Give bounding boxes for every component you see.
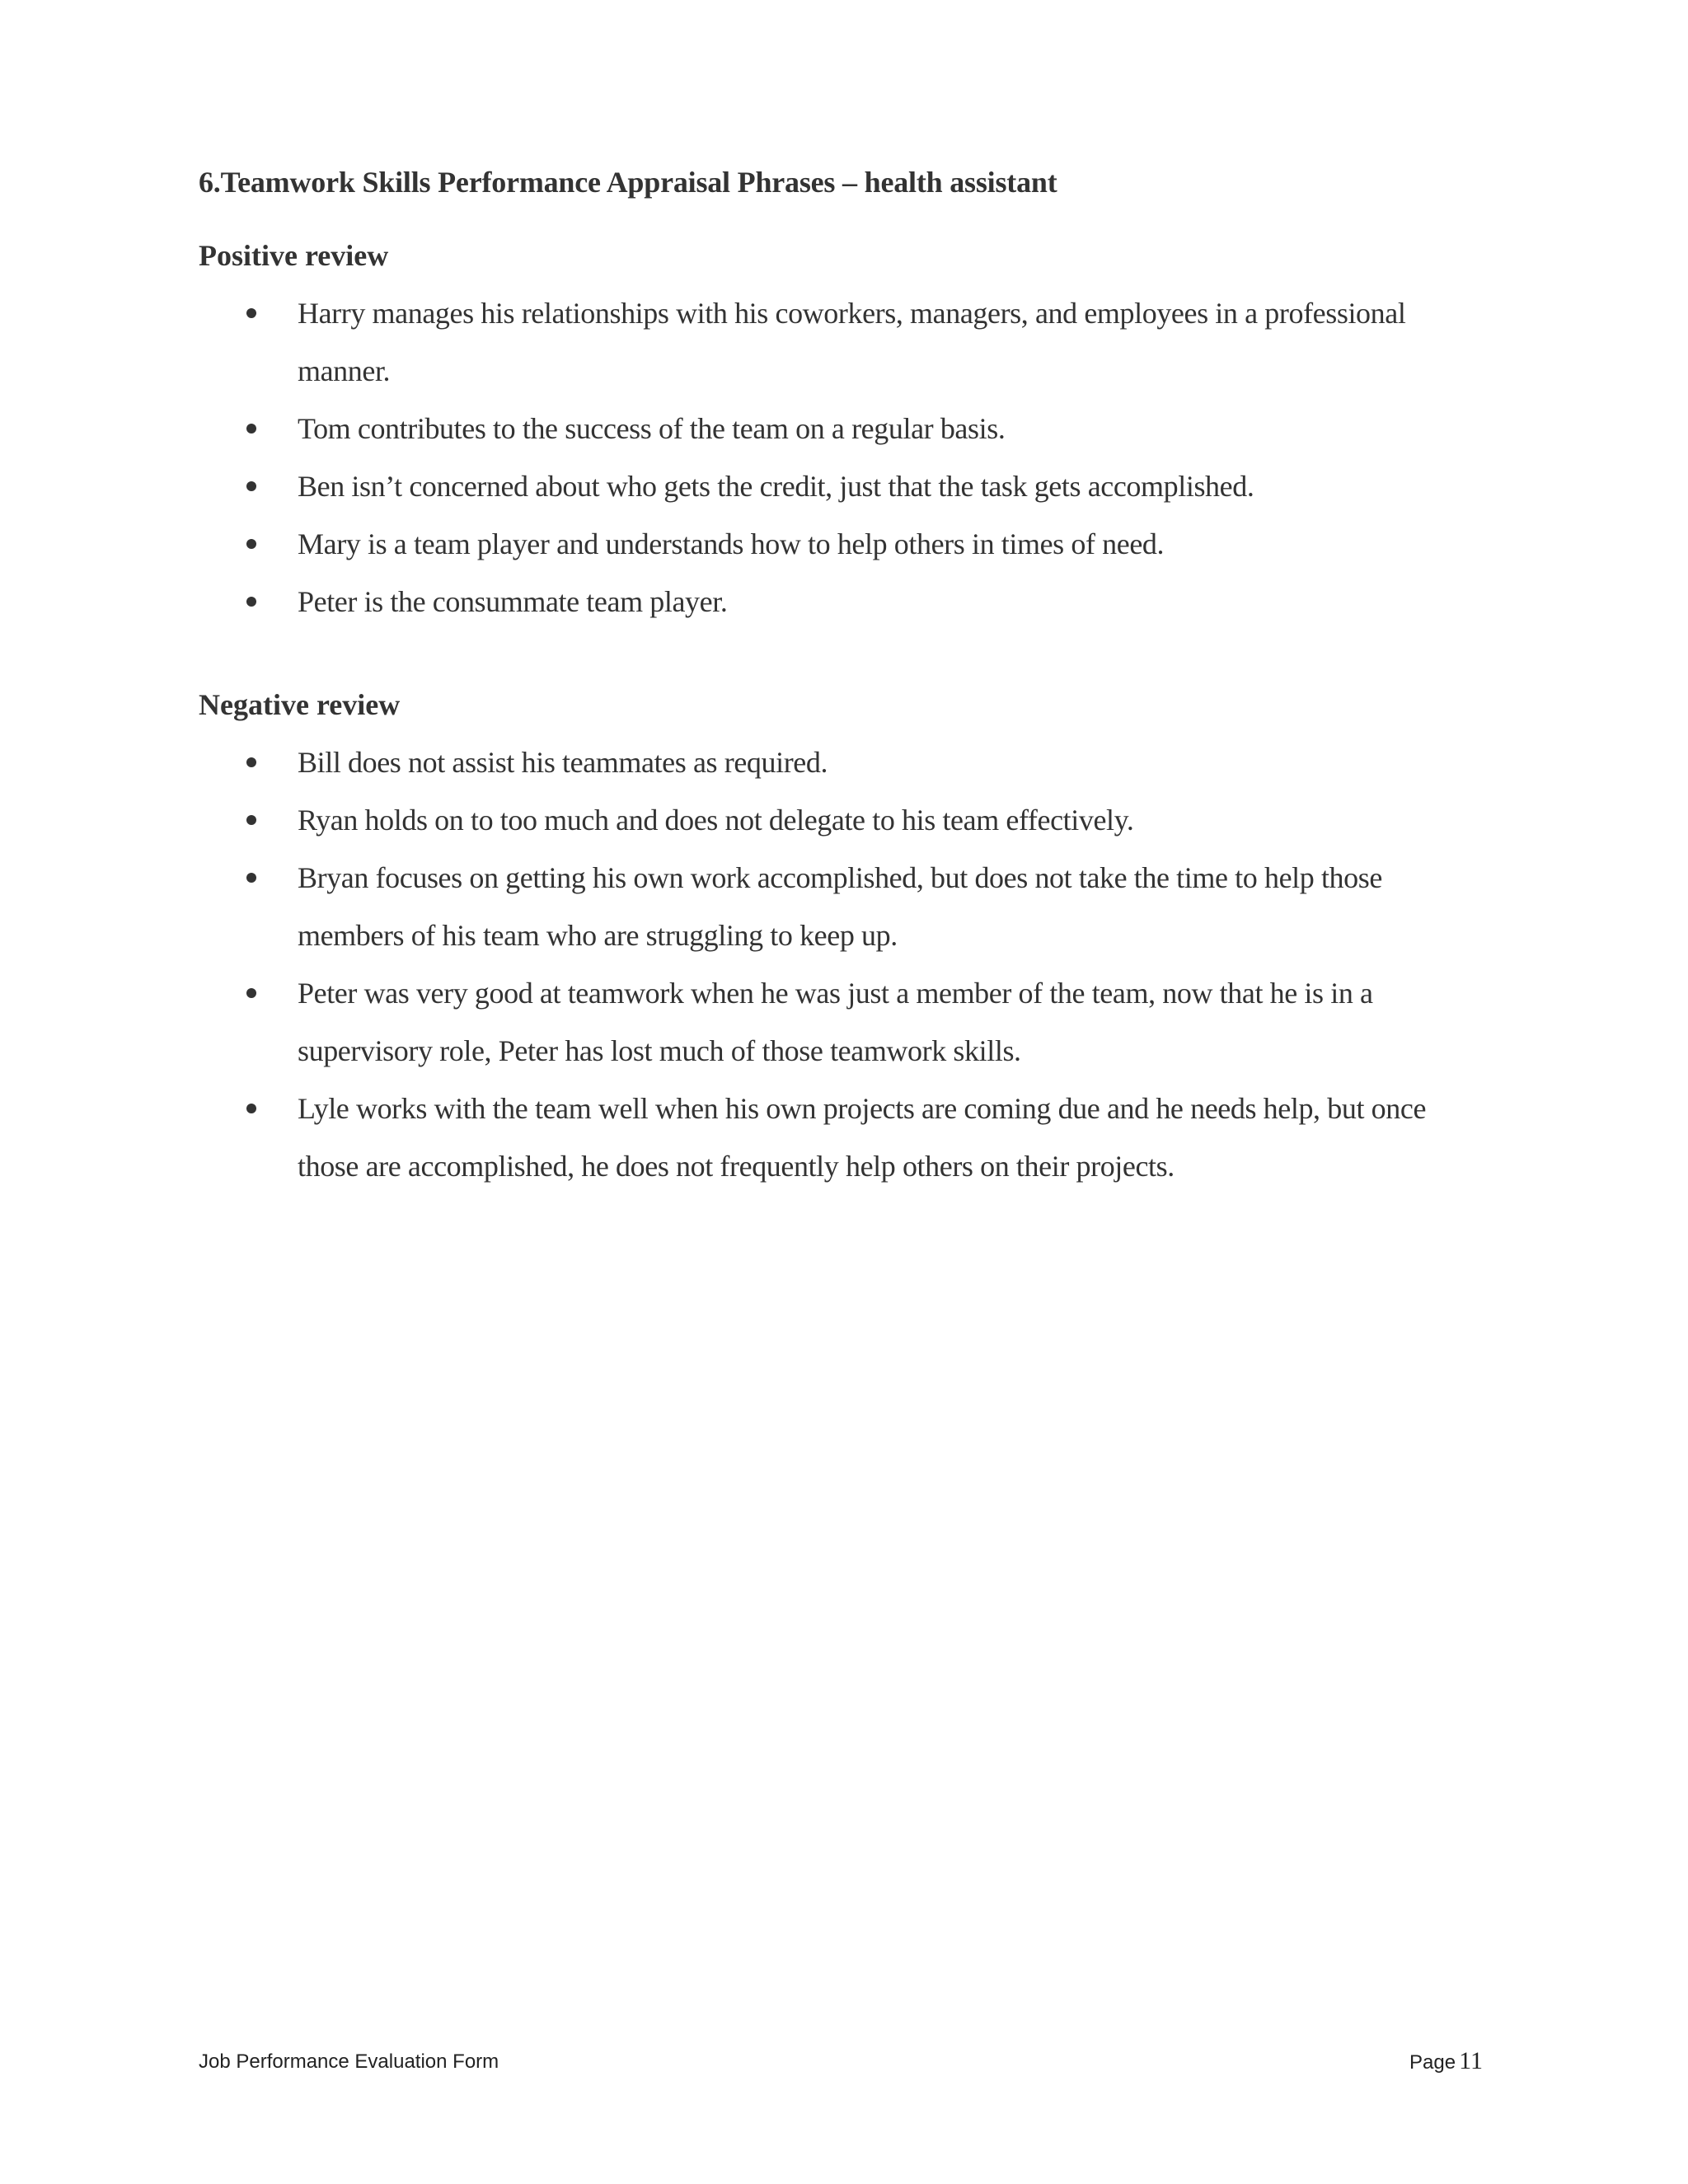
list-item — [199, 964, 1484, 1080]
negative-review-heading: Negative review — [199, 688, 401, 721]
list-item — [199, 515, 1484, 573]
bullet-icon — [246, 597, 256, 607]
list-item — [199, 791, 1484, 849]
list-item-text: Bryan focuses on getting his own work accomplished, but does not take the time to help those members of his team who are struggling to keep up. — [298, 861, 1382, 952]
positive-review-list — [199, 284, 1484, 630]
footer-page-number: 11 — [1459, 2047, 1483, 2074]
bullet-icon — [246, 757, 256, 767]
bullet-icon — [246, 481, 256, 491]
list-item — [199, 849, 1484, 964]
bullet-icon — [246, 539, 256, 549]
list-item-text: Tom contributes to the success of the team on a regular basis. — [298, 412, 1006, 445]
list-item — [199, 284, 1484, 400]
list-item-text: Bill does not assist his teammates as required. — [298, 746, 828, 779]
bullet-icon — [246, 988, 256, 998]
bullet-icon — [246, 815, 256, 825]
list-item-text: Ryan holds on to too much and does not delegate to his team effectively. — [298, 804, 1134, 837]
list-item — [199, 573, 1484, 630]
bullet-icon — [246, 424, 256, 434]
page-content — [199, 159, 1484, 1195]
footer-form-name: Job Performance Evaluation Form — [199, 2050, 499, 2073]
list-item — [199, 1080, 1484, 1195]
bullet-icon — [246, 1104, 256, 1113]
list-item-text: Peter was very good at teamwork when he was just a member of the team, now that he is in a supervisory role, Peter has lost much of those teamwork skills. — [298, 977, 1373, 1067]
list-item-text: Peter is the consummate team player. — [298, 585, 728, 618]
negative-review-list — [199, 733, 1484, 1195]
list-item-text: Mary is a team player and understands how to help others in times of need. — [298, 527, 1165, 560]
bullet-icon — [246, 873, 256, 883]
page-footer — [199, 2047, 1483, 2077]
footer-page-indicator — [1409, 2047, 1483, 2075]
list-item-text: Ben isn’t concerned about who gets the credit, just that the task gets accomplished. — [298, 470, 1254, 503]
footer-page-label: Page — [1409, 2051, 1456, 2074]
list-item-text: Harry manages his relationships with his coworkers, managers, and employees in a professional manner. — [298, 297, 1406, 387]
bullet-icon — [246, 308, 256, 318]
list-item — [199, 400, 1484, 457]
positive-review-heading: Positive review — [199, 239, 389, 272]
list-item-text: Lyle works with the team well when his own projects are coming due and he needs help, but once those are accomplished, he does not frequently help others on their projects. — [298, 1092, 1427, 1183]
list-item — [199, 733, 1484, 791]
list-item — [199, 457, 1484, 515]
document-title: 6.Teamwork Skills Performance Appraisal Phrases – health assistant — [199, 166, 1057, 199]
